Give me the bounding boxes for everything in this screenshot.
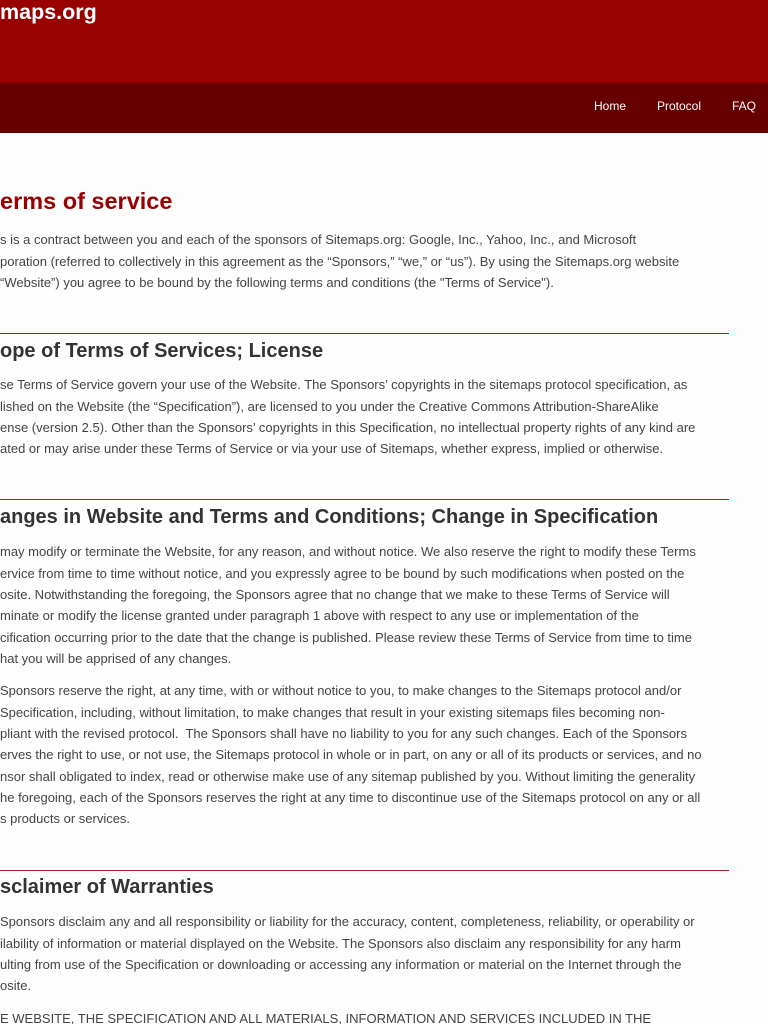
paragraph-line: osite. bbox=[0, 978, 32, 994]
section-paragraph bbox=[0, 374, 760, 459]
paragraph-line: cification occurring prior to the date that the change is published. Please review these Terms of Service from time to time bbox=[0, 629, 692, 645]
paragraph-line: “Website”) you agree to be bound by the following terms and conditions (the "Terms of Service"). bbox=[0, 274, 554, 290]
page-title: erms of service bbox=[0, 188, 173, 214]
site-logo-link[interactable]: maps.org bbox=[0, 0, 97, 24]
paragraph-line: hat you will be apprised of any changes. bbox=[0, 650, 232, 666]
paragraph-line: E WEBSITE, THE SPECIFICATION AND ALL MATERIALS, INFORMATION AND SERVICES INCLUDED IN THE bbox=[0, 1011, 652, 1024]
section-divider bbox=[0, 870, 729, 871]
site-header bbox=[0, 0, 768, 83]
paragraph-line: minate or modify the license granted under paragraph 1 above with respect to any use or implementation of the bbox=[0, 608, 639, 624]
paragraph-line: Sponsors disclaim any and all responsibility or liability for the accuracy, content, completeness, reliability, or operability or bbox=[0, 914, 695, 930]
section-divider bbox=[0, 333, 729, 334]
section-heading-scope: ope of Terms of Services; License bbox=[0, 340, 324, 362]
paragraph-line: lished on the Website (the “Specification”), are licensed to you under the Creative Commons Attribution-ShareAlike bbox=[0, 398, 659, 414]
paragraph-line: poration (referred to collectively in this agreement as the “Sponsors,” “we,” or “us”). By using the Sitemaps.org website bbox=[0, 253, 680, 269]
paragraph-line: s products or services. bbox=[0, 811, 131, 827]
paragraph-line: ervice from time to time without notice, and you expressly agree to be bound by such modifications when posted on the bbox=[0, 565, 685, 581]
top-nav-bar bbox=[0, 83, 768, 133]
paragraph-line: pliant with the revised protocol. The Sponsors shall have no liability to you for any such changes. Each of the Sponsors bbox=[0, 725, 687, 741]
section-heading-disclaimer: sclaimer of Warranties bbox=[0, 876, 214, 898]
paragraph-line: ated or may arise under these Terms of Service or via your use of Sitemaps, whether express, implied or otherwise. bbox=[0, 441, 664, 457]
section-divider bbox=[0, 499, 729, 500]
paragraph-line: he foregoing, each of the Sponsors reserves the right at any time to discontinue use of the Sitemaps protocol on any or all bbox=[0, 789, 701, 805]
section-paragraph bbox=[0, 911, 760, 996]
nav-faq-link[interactable]: FAQ bbox=[732, 99, 757, 113]
paragraph-line: erves the right to use, or not use, the Sitemaps protocol in whole or in part, on any or all of its products or services, and no bbox=[0, 747, 702, 763]
paragraph-line: s is a contract between you and each of the sponsors of Sitemaps.org: Google, Inc., Yahoo, Inc., and Microsoft bbox=[0, 232, 637, 248]
paragraph-line: se Terms of Service govern your use of the Website. The Sponsors’ copyrights in the sitemaps protocol specification, as bbox=[0, 377, 688, 393]
paragraph-line: Sponsors reserve the right, at any time, with or without notice to you, to make changes to the Sitemaps protocol and/or bbox=[0, 683, 682, 699]
nav-home-link[interactable]: Home bbox=[594, 99, 627, 113]
intro-paragraph bbox=[0, 229, 760, 293]
paragraph-line: osite. Notwithstanding the foregoing, the Sponsors agree that no change that we make to these Terms of Service will bbox=[0, 586, 670, 602]
nav-protocol-link[interactable]: Protocol bbox=[657, 99, 702, 113]
paragraph-line: may modify or terminate the Website, for any reason, and without notice. We also reserve the right to modify these Terms bbox=[0, 544, 696, 560]
paragraph-line: Specification, including, without limitation, to make changes that result in your existing sitemaps files becoming non- bbox=[0, 704, 665, 720]
section-heading-changes: anges in Website and Terms and Conditions; Change in Specification bbox=[0, 506, 659, 528]
section-paragraph bbox=[0, 541, 760, 669]
section-paragraph bbox=[0, 1008, 760, 1024]
paragraph-line: ulting from use of the Specification or downloading or accessing any information or material on the Internet through the bbox=[0, 956, 682, 972]
section-paragraph bbox=[0, 680, 760, 829]
paragraph-line: ilability of information or material displayed on the Website. The Sponsors also disclaim any responsibility for any harm bbox=[0, 935, 681, 951]
paragraph-line: nsor shall obligated to index, read or otherwise make use of any sitemap published by you. Without limiting the generality bbox=[0, 768, 696, 784]
paragraph-line: ense (version 2.5). Other than the Sponsors’ copyrights in this Specification, no intellectual property rights of any kind are bbox=[0, 419, 696, 435]
